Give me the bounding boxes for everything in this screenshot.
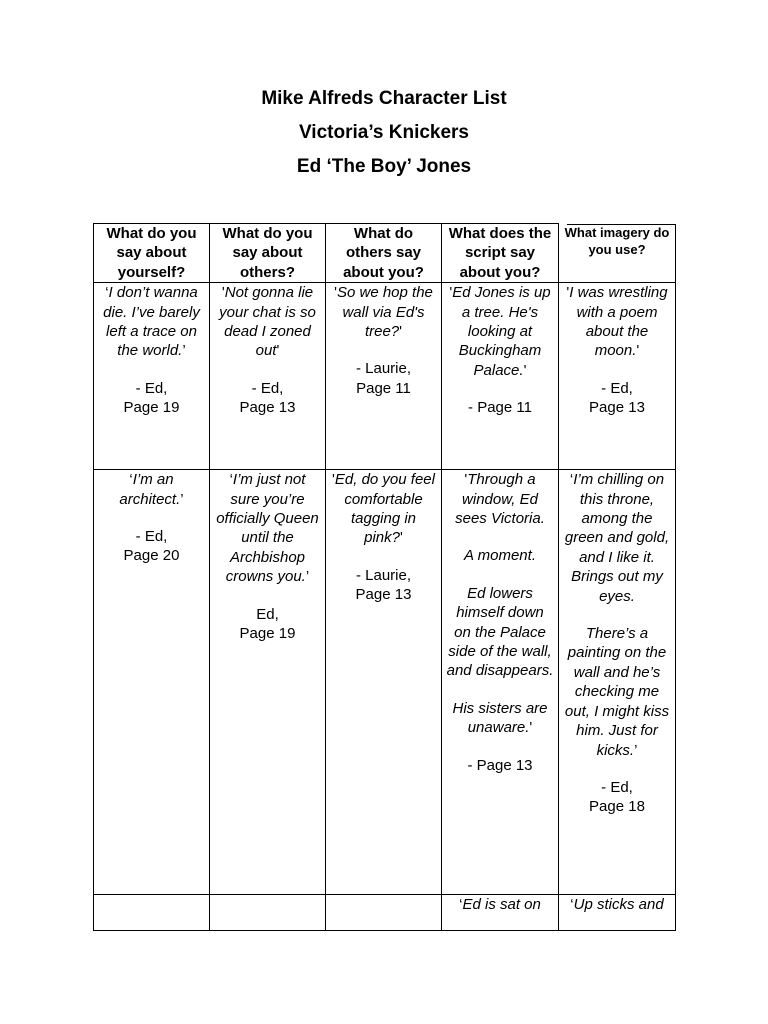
table-cell (210, 895, 326, 931)
table-cell (326, 895, 442, 931)
header-self: What do you say about yourself? (94, 224, 210, 283)
table-cell (326, 283, 442, 470)
page-ref: Page 13 (239, 399, 296, 417)
table-cell (442, 895, 559, 931)
table-cell (442, 283, 559, 470)
script-text: Ed lowers himself down on the Palace side of the wall, and disappears. (446, 584, 554, 680)
table-cell (210, 470, 326, 895)
page-ref: - Page 11 (468, 399, 532, 417)
page-ref: Page 19 (123, 399, 180, 417)
page-ref: Page 11 (356, 379, 411, 397)
quote-text: ‘I don’t wanna die. I’ve barely left a trace on the world.’ (103, 284, 200, 360)
page-ref: Page 20 (123, 547, 180, 565)
quote-text: There’s a painting on the wall and he’s checking me out, I might kiss him. Just for kicks.’ (564, 625, 670, 759)
table-cell (559, 470, 676, 895)
quote-text: ‘I’m an architect.’ (119, 471, 184, 508)
header-imagery: What imagery do you use? (559, 224, 676, 283)
table-cell (326, 470, 442, 895)
table-cell (442, 470, 559, 895)
table-cell (559, 283, 676, 470)
table-cell (94, 283, 210, 470)
play-title: Victoria’s Knickers (298, 122, 470, 143)
table-cell (210, 283, 326, 470)
quote-text: ‘Ed is sat on (459, 896, 541, 914)
speaker: - Ed, (601, 778, 633, 796)
script-text: A moment. (464, 547, 536, 565)
page-ref: Page 18 (589, 798, 645, 816)
table-cell (94, 470, 210, 895)
script-text: 'Through a window, Ed sees Victoria. (455, 471, 545, 528)
quote-text: ‘I’m chilling on this throne, among the green and gold, and I like it. Brings out my eyes. (564, 471, 670, 605)
speaker: - Ed, (601, 379, 633, 397)
header-script: What does the script say about you? (442, 224, 559, 283)
page-ref: - Page 13 (467, 756, 533, 774)
document-title-block (0, 85, 768, 187)
header-others-say: What do others say about you? (326, 224, 442, 283)
quote-text: 'Not gonna lie your chat is so dead I zoned out' (219, 284, 316, 360)
table-row (94, 895, 676, 931)
speaker: - Laurie, (355, 360, 412, 378)
quote-text: 'I was wrestling with a poem about the moon.' (566, 284, 668, 360)
quote-text: ‘I’m just not sure you’re officially Queen until the Archbishop crowns you.’ (216, 471, 319, 586)
table-row (94, 283, 676, 470)
table-cell (94, 895, 210, 931)
character-name: Ed ‘The Boy’ Jones (296, 156, 472, 177)
quote-text: 'Ed, do you feel comfortable tagging in pink?' (332, 471, 435, 547)
page-ref: Page 13 (355, 586, 412, 604)
page-ref: Page 19 (239, 625, 296, 643)
document-title: Mike Alfreds Character List (261, 88, 507, 109)
character-table (93, 223, 676, 931)
quote-text: 'Ed Jones is up a tree. He's looking at Buckingham Palace.' (449, 284, 551, 379)
speaker: Ed, (256, 605, 279, 623)
quote-text: 'So we hop the wall via Ed's tree?' (334, 284, 433, 341)
table-cell (559, 895, 676, 931)
quote-text: ‘Up sticks and (570, 896, 664, 914)
speaker: - Ed, (135, 379, 168, 397)
page-ref: Page 13 (589, 399, 645, 417)
speaker: - Laurie, (355, 566, 412, 584)
speaker: - Ed, (135, 528, 168, 546)
speaker: - Ed, (251, 379, 284, 397)
header-others: What do you say about others? (210, 224, 326, 283)
header-row (94, 224, 676, 283)
table-row (94, 470, 676, 895)
script-text: His sisters are unaware.' (452, 699, 548, 737)
